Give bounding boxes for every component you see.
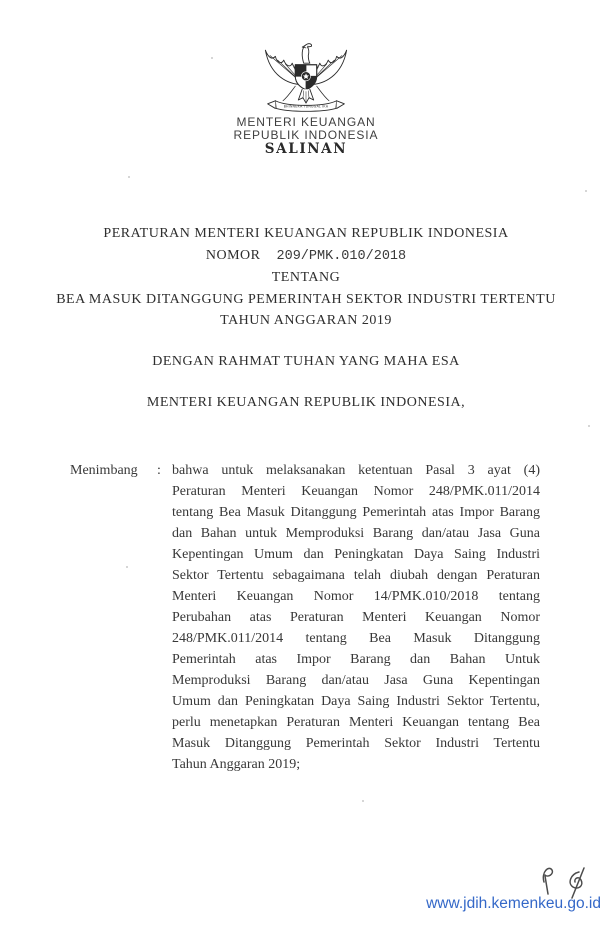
menimbang-line: Masuk Ditanggung Pemerintah Sektor Industri Tertentu — [172, 735, 540, 751]
menimbang-line: Tahun Anggaran 2019; — [172, 756, 301, 772]
tentang-label: TENTANG — [271, 270, 341, 285]
ministry-name-line1: MENTERI KEUANGAN — [236, 115, 376, 129]
menimbang-line: bahwa untuk melaksanakan ketentuan Pasal 3 ayat (4) — [172, 462, 540, 478]
regulation-title: PERATURAN MENTERI KEUANGAN REPUBLIK INDONESIA — [103, 226, 509, 241]
subject-line-1: BEA MASUK DITANGGUNG PEMERINTAH SEKTOR INDUSTRI TERTENTU — [56, 291, 556, 307]
ministry-name-line2: REPUBLIK INDONESIA — [233, 127, 379, 142]
scan-speck — [588, 425, 590, 427]
menimbang-line: tentang Bea Masuk Ditanggung Pemerintah atas Impor Barang — [172, 504, 540, 520]
menimbang-line: Menteri Keuangan Nomor 14/PMK.010/2018 tentang — [172, 588, 540, 604]
menimbang-line: Peraturan Menteri Keuangan Nomor 248/PMK.011/2014 — [172, 483, 540, 499]
scan-speck — [211, 57, 213, 59]
garuda-pancasila-emblem — [260, 38, 352, 116]
garuda-head — [302, 44, 311, 64]
menimbang-line: dan Bahan untuk Memproduksi Barang dan/atau Jasa Guna — [172, 525, 540, 541]
nomor-label: NOMOR — [205, 247, 261, 263]
issuer-line: MENTERI KEUANGAN REPUBLIK INDONESIA, — [146, 395, 466, 410]
menimbang-line: Kepentingan Umum dan Peningkatan Daya Saing Industri — [172, 546, 540, 562]
letterhead — [0, 0, 612, 157]
invocation-line: DENGAN RAHMAT TUHAN YANG MAHA ESA — [152, 353, 460, 369]
menimbang-line: Memproduksi Barang dan/atau Jasa Guna Kepentingan — [172, 672, 540, 688]
menimbang-line: perlu menetapkan Peraturan Menteri Keuangan tentang Bea — [172, 714, 540, 730]
menimbang-section — [0, 460, 612, 775]
regulation-title-block — [0, 223, 612, 414]
menimbang-line: 248/PMK.011/2014 tentang Bea Masuk Ditanggung — [172, 630, 540, 646]
jdih-watermark-url: www.jdih.kemenkeu.go.id — [426, 895, 601, 912]
menimbang-line: Perubahan atas Peraturan Menteri Keuangan Nomor — [172, 609, 540, 625]
menimbang-paragraph — [172, 460, 540, 775]
salinan-copy-label: SALINAN — [264, 141, 348, 157]
scan-speck — [128, 176, 130, 178]
subject-line-2: TAHUN ANGGARAN 2019 — [220, 313, 392, 328]
scan-speck — [585, 190, 587, 192]
menimbang-line: Umum dan Peningkatan Daya Saing Industri Sektor Tertentu, — [172, 693, 540, 709]
menimbang-colon: : — [157, 462, 161, 478]
nomor-value: 209/PMK.010/2018 — [276, 248, 407, 264]
menimbang-line: Sektor Tertentu sebagaimana telah diubah dengan Peraturan — [172, 567, 540, 583]
tail-feathers — [298, 89, 313, 103]
scan-speck — [126, 566, 128, 568]
menimbang-line: Pemerintah atas Impor Barang dan Bahan Untuk — [172, 651, 540, 667]
menimbang-label: Menimbang — [70, 462, 138, 478]
regulation-number-line — [0, 245, 612, 268]
banner-motto: BHINNEKA TUNGGAL IKA — [283, 104, 329, 109]
scan-speck — [362, 800, 364, 802]
pancasila-shield — [295, 65, 316, 90]
